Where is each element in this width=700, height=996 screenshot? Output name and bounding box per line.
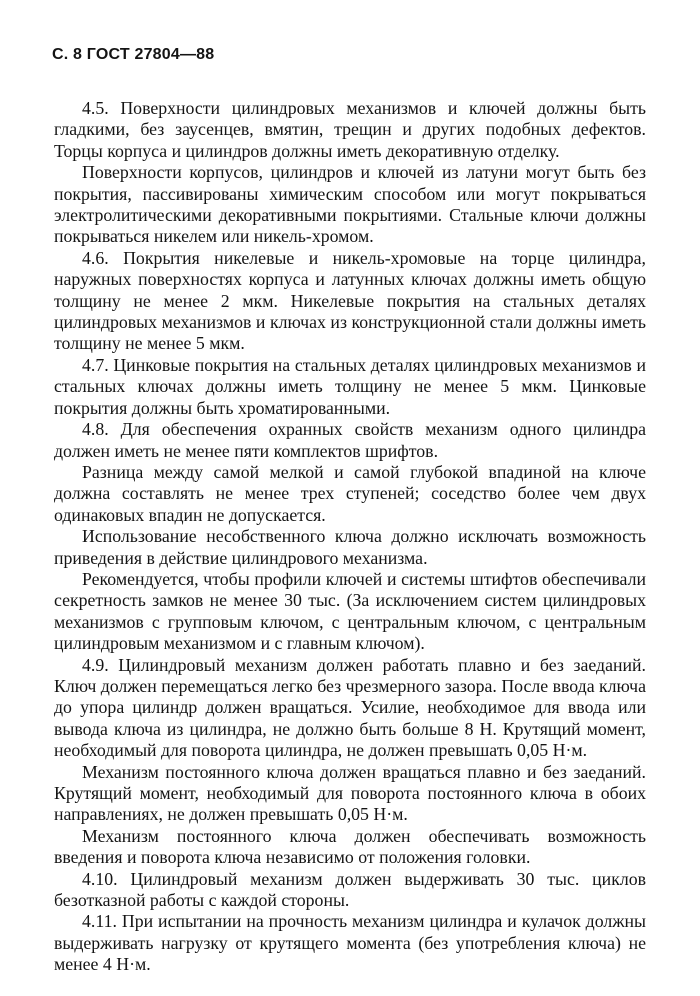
paragraph-4-5: 4.5. Поверхности цилиндровых механизмов и ключей должны быть гладкими, без заусенцев, вмятин, трещин и других подобных дефектов. Торцы корпуса и цилиндров должны иметь декоративную отделку. — [54, 98, 646, 161]
page-header: С. 8 ГОСТ 27804—88 — [52, 46, 215, 63]
paragraph-4-9-permanent-key: Механизм постоянного ключа должен вращаться плавно и без заеданий. Крутящий момент, необходимый для поворота постоянного ключа в обоих направлениях, не должен превышать 0,05 Н·м. — [54, 761, 646, 825]
paragraph-4-11: 4.11. При испытании на прочность механизм цилиндра и кулачок должны выдерживать нагрузку от крутящего момента (без употребления ключа) не менее 4 Н·м. — [54, 911, 646, 975]
paragraph-4-9-head-position: Механизм постоянного ключа должен обеспечивать возможность введения и поворота ключа независимо от положения головки. — [54, 825, 646, 868]
paragraph-4-7: 4.7. Цинковые покрытия на стальных деталях цилиндровых механизмов и стальных ключах должны иметь толщину не менее 5 мкм. Цинковые покрытия должны быть хроматированными. — [54, 354, 646, 418]
paragraph-4-6: 4.6. Покрытия никелевые и никель-хромовые на торце цилиндра, наружных поверхностях корпуса и латунных ключах должны иметь общую толщину не менее 2 мкм. Никелевые покрытия на стальных деталях цилиндровых механизмов и ключах из конструкционной стали должны иметь толщину не менее 5 мкм. — [54, 247, 646, 354]
paragraph-4-8-difference: Разница между самой мелкой и самой глубокой впадиной на ключе должна составлять не менее трех ступеней; соседство более чем двух одинаковых впадин не допускается. — [54, 461, 646, 525]
document-body — [54, 98, 646, 976]
paragraph-4-9: 4.9. Цилиндровый механизм должен работать плавно и без заеданий. Ключ должен перемещаться легко без чрезмерного зазора. После ввода ключа до упора цилиндр должен вращаться. Усилие, необходимое для ввода или вывода ключа из цилиндра, не должно быть больше 8 Н. Крутящий момент, необходимый для поворота цилиндра, не должен превышать 0,05 Н·м. — [54, 654, 646, 761]
paragraph-4-8-wrong-key: Использование несобственного ключа должно исключать возможность приведения в действие цилиндрового механизма. — [54, 526, 646, 568]
paragraph-4-8-recommendation: Рекомендуется, чтобы профили ключей и системы штифтов обеспечивали секретность замков не менее 30 тыс. (За исключением систем цилиндровых механизмов с групповым ключом, с центральным ключом, с центральным цилиндровым механизмом и с главным ключом). — [54, 568, 646, 654]
paragraph-4-8: 4.8. Для обеспечения охранных свойств механизм одного цилиндра должен иметь не менее пяти комплектов шрифтов. — [54, 419, 646, 461]
paragraph-4-5-coatings: Поверхности корпусов, цилиндров и ключей из латуни могут быть без покрытия, пассивированы химическим способом или могут покрываться электролитическими декоративными покрытиями. Стальные ключи должны покрываться никелем или никель-хромом. — [54, 162, 646, 247]
paragraph-4-10: 4.10. Цилиндровый механизм должен выдерживать 30 тыс. циклов безотказной работы с каждой стороны. — [54, 868, 646, 911]
